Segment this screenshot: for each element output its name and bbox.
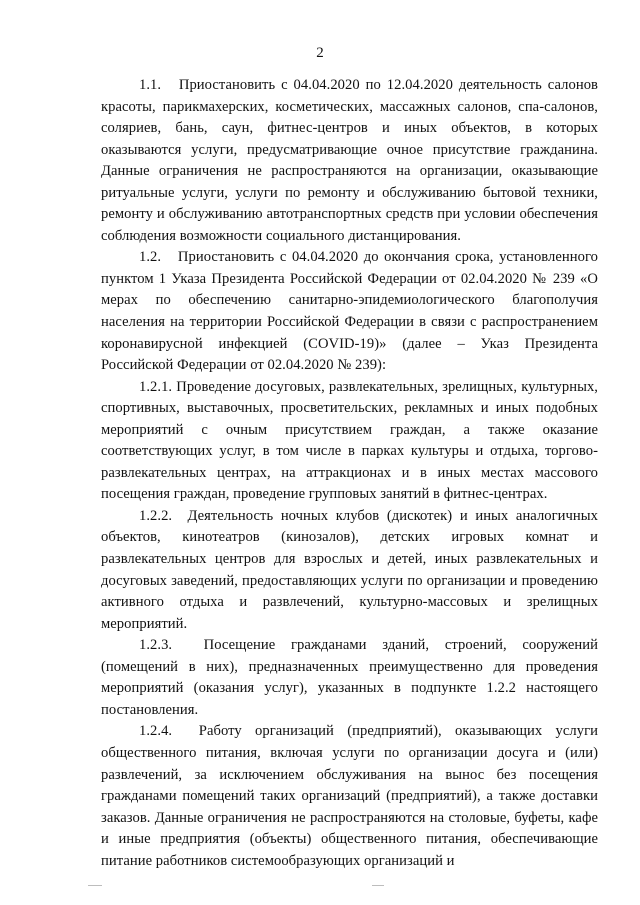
- paragraph-1-2: 1.2. Приостановить с 04.04.2020 до окончания срока, установленного пунктом 1 Указа Президента Российской Федерации от 02.04.2020 № 239 «О мерах по обеспечению санитарно-эпидемиологического благополучия населения на территории Российской Федерации в связи с распространением коронавирусной инфекцией (COVID-19)» (далее – Указ Президента Российской Федерации от 02.04.2020 № 239):: [101, 249, 598, 374]
- paragraph-1-2-3: 1.2.3. Посещение гражданами зданий, строений, сооружений (помещений в них), предназначенных преимущественно для проведения мероприятий (оказания услуг), указанных в подпункте 1.2.2 настоящего постановления.: [101, 637, 598, 718]
- scan-edge-mark-center: [372, 885, 384, 886]
- paragraph-1-2-1: 1.2.1. Проведение досуговых, развлекательных, зрелищных, культурных, спортивных, выставочных, просветительских, рекламных и иных подобных мероприятий с очным присутствием граждан, а также оказание соответствующих услуг, в том числе в парках культуры и отдыха, торгово-развлекательных центрах, на аттракционах и в иных местах массового посещения граждан, проведение групповых занятий в фитнес-центрах.: [101, 378, 598, 503]
- paragraph-1-2-2: 1.2.2. Деятельность ночных клубов (дискотек) и иных аналогичных объектов, кинотеатров (кинозалов), детских игровых комнат и развлекательных центров для взрослых и детей, иных развлекательных и досуговых заведений, предоставляющих услуги по организации и проведению активного отдыха и развлечений, культурно-массовых и зрелищных мероприятий.: [101, 507, 598, 632]
- scan-edge-mark-left: [88, 885, 102, 886]
- paragraph-1-2-4: 1.2.4. Работу организаций (предприятий), оказывающих услуги общественного питания, включая услуги по организации досуга и (или) развлечений, за исключением обслуживания на вынос без посещения гражданами помещений таких организаций (предприятий), а также доставки заказов. Данные ограничения не распространяются на столовые, буфеты, кафе и иные предприятия (объекты) общественного питания, обеспечивающие питание работников системообразующих организаций и: [101, 723, 598, 869]
- paragraph-1-1: 1.1. Приостановить с 04.04.2020 по 12.04.2020 деятельность салонов красоты, парикмахерских, косметических, массажных салонов, спа-салонов, соляриев, бань, саун, фитнес-центров и иных объектов, в которых оказываются услуги, предусматривающие очное присутствие гражданина. Данные ограничения не распространяются на организации, оказывающие ритуальные услуги, услуги по ремонту и обслуживанию бытовой техники, ремонту и обслуживанию автотранспортных средств при условии обеспечения соблюдения возможности социального дистанцирования.: [101, 77, 598, 244]
- page-number: 2: [316, 45, 324, 61]
- document-body: [101, 75, 598, 872]
